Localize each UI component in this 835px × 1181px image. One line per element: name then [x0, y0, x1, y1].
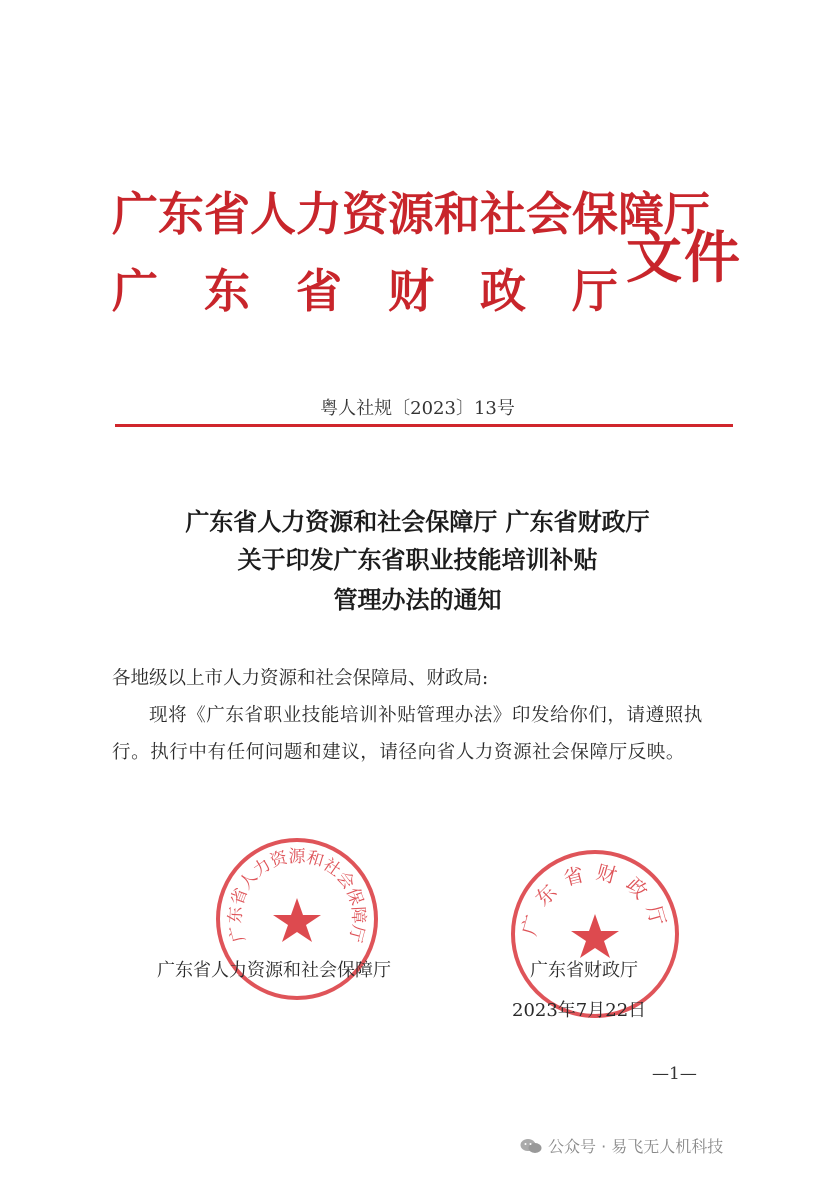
seal-2-text: 广东省财政厅 — [516, 859, 674, 939]
document-number: 粤人社规〔2023〕13号 — [320, 398, 515, 419]
body-paragraph: 现将《广东省职业技能培训补贴管理办法》印发给你们，请遵照执行。执行中有任何问题和建议，请径向省人力资源社会保障厅反映。 — [112, 705, 703, 763]
issuer-signature-2: 广东省财政厅 — [530, 960, 638, 981]
page-number: —1— — [652, 1064, 697, 1084]
document-title-line-1: 广东省人力资源和社会保障厅 广东省财政厅 — [185, 507, 650, 536]
issuing-org-1: 广东省人力资源和社会保障厅 — [112, 187, 710, 241]
issue-date: 2023年7月22日 — [512, 1000, 647, 1021]
issuer-signature-1: 广东省人力资源和社会保障厅 — [157, 960, 391, 981]
footer-source-text: 公众号 · 易飞无人机科技 — [548, 1137, 724, 1156]
seal-1-text: 广东省人力资源和社会保障厅 — [225, 846, 369, 945]
issuing-org-2: 广东省财政厅 — [112, 264, 664, 318]
source-footer — [520, 1134, 723, 1157]
red-divider — [115, 424, 733, 427]
document-title-line-3: 管理办法的通知 — [333, 585, 502, 614]
doc-type-label: 文件 — [626, 225, 742, 291]
document-title-line-2: 关于印发广东省职业技能培训补贴 — [237, 545, 598, 574]
seal-finance-icon — [509, 848, 681, 1020]
wechat-icon — [520, 1138, 542, 1154]
salutation: 各地级以上市人力资源和社会保障局、财政局: — [112, 668, 489, 689]
